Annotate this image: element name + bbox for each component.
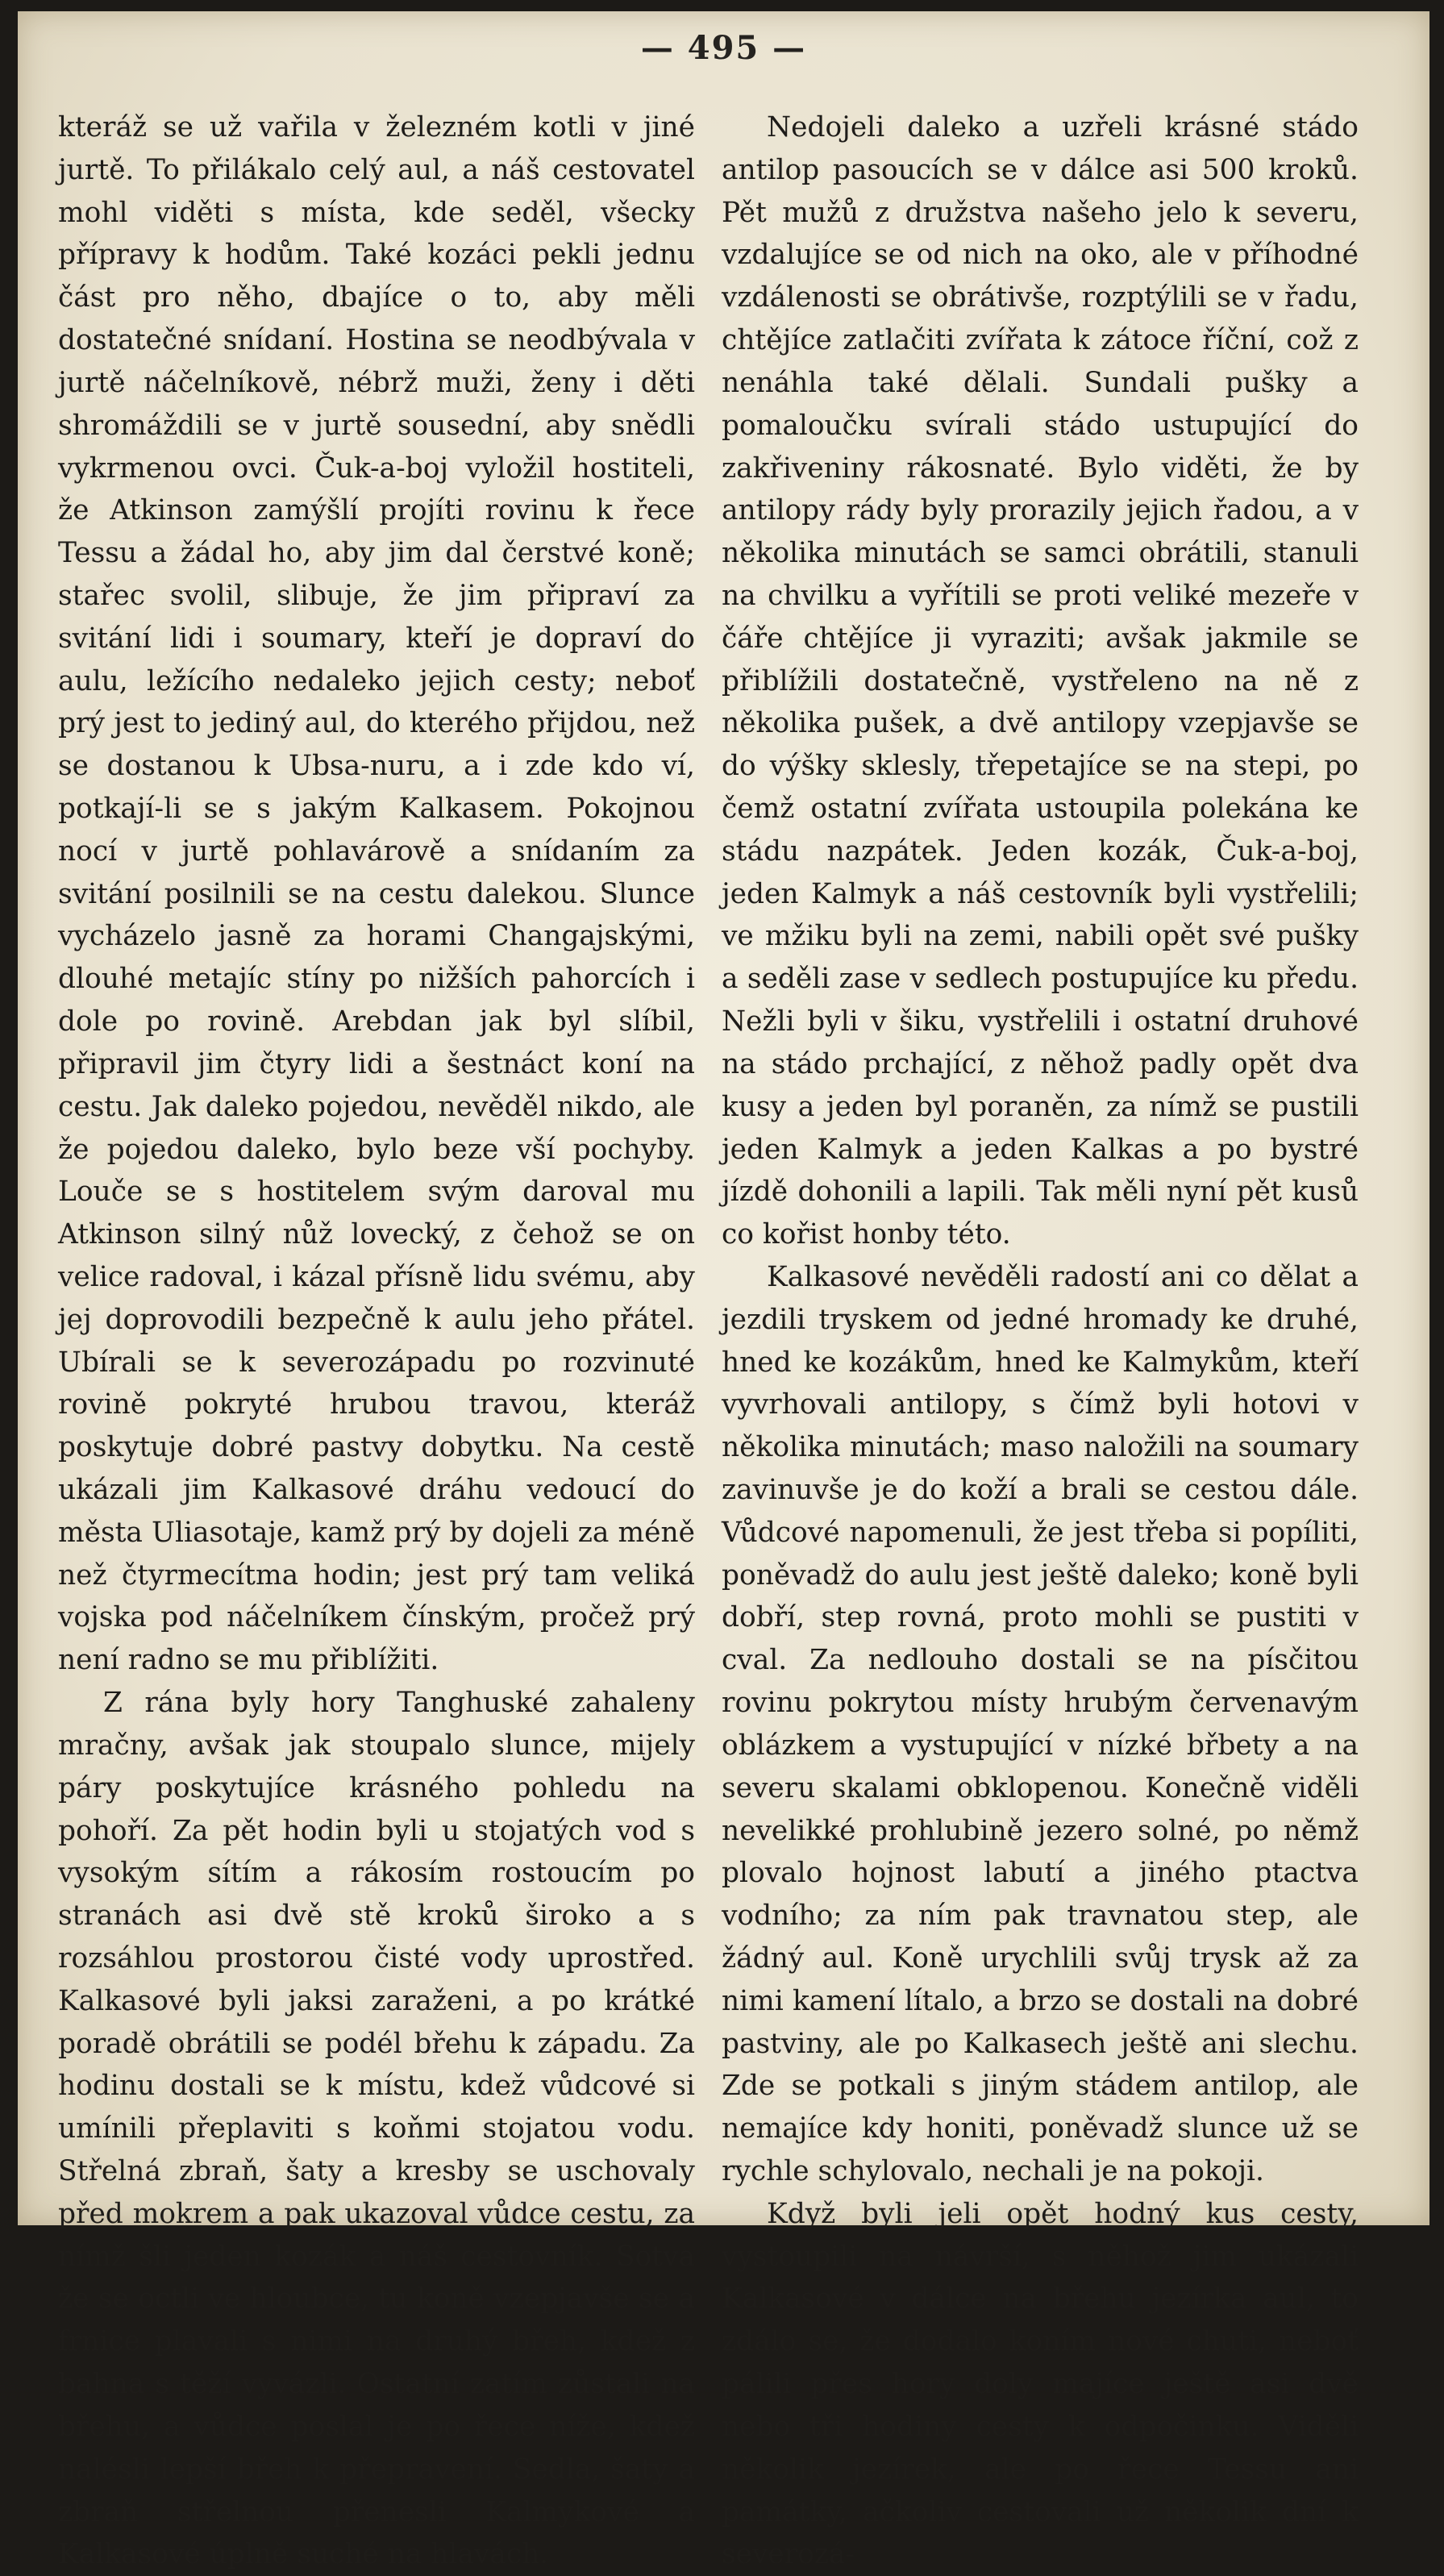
right-paragraph-1: Nedojeli daleko a uzřeli krásné stádo antilop pasoucích se v dálce asi 500 kroků. Pět mužů z družstva našeho jelo k severu, vzdalujíce se od nich na oko, ale v příhodné vzdálenosti se obrátivše, rozptýlili se v řadu, chtějíce zatlačiti zvířata k zátoce říční, což z nenáhla také dělali. Sundali pušky a pomaloučku svírali stádo ustupující do zakřiveniny rákosnaté. Bylo viděti, že by antilopy rády byly prorazily jejich řadou, a v několika minutách se samci obrátili, stanuli na chvilku a vyřítili se proti veliké mezeře v čáře chtějíce ji vyraziti; avšak jakmile se přiblížili dostatečně, vystřeleno na ně z několika pušek, a dvě antilopy vzepjavše se do výšky sklesly, třepetajíce se na stepi, po čemž ostatní zvířata ustoupila polekána ke stádu nazpátek. Jeden kozák, Čuk-a-boj, jeden Kalmyk a náš cestovník byli vystřelili; ve mžiku byli na zemi, nabili opět své pušky a seděli zase v sedlech postupujíce ku předu. Nežli byli v šiku, vystřelili i ostatní druhové na stádo prchající, z něhož padly opět dva kusy a jeden byl poraněn, za nímž se pustili jeden Kalmyk a jeden Kalkas a po bystré jízdě dohonili a lapili. Tak měli nyní pět kusů co kořist honby této. <box>722 111 1359 1251</box>
right-column <box>722 106 1359 2571</box>
left-paragraph-2: Z rána byly hory Tanghuské zahaleny mračny, avšak jak stoupalo slunce, mijely páry poskytujíce krásného pohledu na pohoří. Za pět hodin byli u stojatých vod s vysokým sítím a rákosím rostoucím po stranách asi dvě stě kroků široko a s rozsáhlou prostorou čisté vody uprostřed. Kalkasové byli jaksi zaraženi, a po krátké poradě obrátili se podél břehu k západu. Za hodinu dostali se k místu, kdež vůdcové si umínili přeplaviti s koňmi stojatou vodu. Střelná zbraň, šaty a kresby se uschovaly před mokrem a pak ukazoval vůdce cestu, za nímž šli jeden kozák a náš cestovník. Sotva že se octli ve hloubce, tu koně vzepjavše se a frnice plavali s nimi na druhý břeh, kdež z bahna s těží vyvázli. Ostatní zatím zůstali na břehu, a vůdce poslal je po řece níže, kdež nalésli lepší břeh k přepravení. Sedla, šaty a zbraň střelnou přenesli Kalmykové a Kalkasové úplně suché na hlavách. <box>58 1687 695 2571</box>
book-page <box>18 11 1429 2571</box>
right-paragraph-2: Kalkasové nevěděli radostí ani co dělat a jezdili tryskem od jedné hromady ke druhé, hned ke kozákům, hned ke Kalmykům, kteří vyvrhovali antilopy, s čímž byli hotovi v několika minutách; maso naložili na soumary zavinuvše je do koží a brali se cestou dále. Vůdcové napomenuli, že jest třeba si popíliti, poněvadž do aulu jest ještě daleko; koně byli dobří, step rovná, proto mohli se pustiti v cval. Za nedlouho dostali se na písčitou rovinu pokrytou místy hrubým červenavým oblázkem a vystupující v nízké břbety a na severu skalami obklopenou. Konečně viděli nevelikké prohlubině jezero solné, po němž plovalo hojnost labutí a jiného ptactva vodního; za ním pak travnatou step, ale žádný aul. Koně urychlili svůj trysk až za nimi kamení lítalo, a brzo se dostali na dobré pastviny, ale po Kalkasech ještě ani slechu. Zde se potkali s jiným stádem antilop, ale nemajíce kdy honiti, poněvadž slunce už se rychle schylovalo, nechali je na pokoji. <box>722 1260 1359 2187</box>
page-number: — 495 — <box>640 29 807 67</box>
right-paragraph-3: Když byli jeli opět hodný kus cesty, vystoupili na návrší, s něhož jim ukázali Kalkasové v dálce na břehu jezírka aul, to zdálo se, že dodalo koním nové chuti, neboť pálili přes hory doly majíce ještě asi dvě nebo tři hodiny cesty k odpočinku. Viděli několik jezírek, ale po řece Tessu ani památky, ačkoliv cestovali už několik dní k severozá- <box>722 2197 1359 2571</box>
left-column <box>58 106 695 2571</box>
left-paragraph-1: kteráž se už vařila v železném kotli v jiné jurtě. To přilákalo celý aul, a náš cestovatel mohl viděti s místa, kde seděl, všecky přípravy k hodům. Také kozáci pekli jednu část pro něho, dbajíce o to, aby měli dostatečné snídaní. Hostina se neodbývala v jurtě náčelníkově, nébrž muži, ženy i děti shromáždili se v jurtě sousední, aby snědli vykrmenou ovci. Čuk-a-boj vyložil hostiteli, že Atkinson zamýšlí projíti rovinu k řece Tessu a žádal ho, aby jim dal čerstvé koně; stařec svolil, slibuje, že jim připraví za svitání lidi i soumary, kteří je dopraví do aulu, ležícího nedaleko jejich cesty; neboť prý jest to jediný aul, do kterého přijdou, než se dostanou k Ubsa-nuru, a i zde kdo ví, potkají-li se s jakým Kalkasem. Pokojnou nocí v jurtě pohlavárově a snídaním za svitání posilnili se na cestu dalekou. Slunce vycházelo jasně za horami Changajskými, dlouhé metajíc stíny po nižších pahorcích i dole po rovině. Arebdan jak byl slíbil, připravil jim čtyry lidi a šestnáct koní na cestu. Jak daleko pojedou, nevěděl nikdo, ale že pojedou daleko, bylo beze vší pochyby. Louče se s hostitelem svým daroval mu Atkinson silný nůž lovecký, z čehož se on velice radoval, i kázal přísně lidu svému, aby jej doprovodili bezpečně k aulu jeho přátel. Ubírali se k severozápadu po rozvinuté rovině pokryté hrubou travou, kteráž poskytuje dobré pastvy dobytku. Na cestě ukázali jim Kalkasové dráhu vedoucí do města Uliasotaje, kamž prý by dojeli za méně než čtyrmecítma hodin; jest prý tam veliká vojska pod náčelníkem čínským, pročež prý není radno se mu přiblížiti. <box>58 111 695 1677</box>
